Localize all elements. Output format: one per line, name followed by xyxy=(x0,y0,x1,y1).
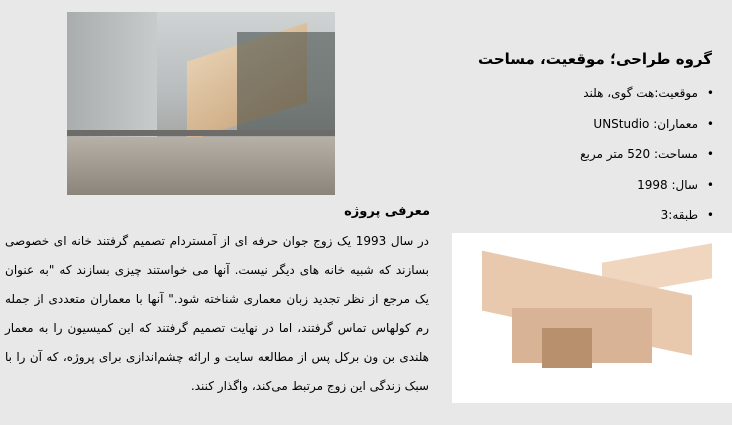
section-title: گروه طراحی؛ موقعیت، مساحت xyxy=(477,50,712,68)
architectural-model-photo xyxy=(452,233,732,403)
list-item: • سال: 1998 xyxy=(580,176,714,207)
list-item: • معماران: UNStudio xyxy=(580,115,714,146)
list-item: • مساحت: 520 متر مربع xyxy=(580,145,714,176)
project-info-list xyxy=(580,84,714,237)
interior-stair-photo xyxy=(67,12,335,195)
intro-title: معرفی پروژه xyxy=(344,204,430,219)
list-item: • طبقه:3 xyxy=(580,206,714,237)
list-item: • موقعیت:هت گوی، هلند xyxy=(580,84,714,115)
intro-body: در سال 1993 یک زوج جوان حرفه ای از آمستردام تصمیم گرفتند خانه ای خصوصی بسازند که شبیه خانه های دیگر نیست. آنها می خواستند چیزی بسازند که "به عنوان یک مرجع از نظر تجدید زبان معماری شناخته شود." آنها با معماران متعددی از جمله رم کولهاس تماس گرفتند، اما در نهایت تصمیم گرفتند که این کمیسیون را به معمار هلندی بن ون برکل پس از مطالعه سایت و ارائه چشم‌اندازی برای پروژه، که آن را با سبک زندگی این زوج مرتبط می‌کند، واگذار کنند. xyxy=(5,234,429,393)
